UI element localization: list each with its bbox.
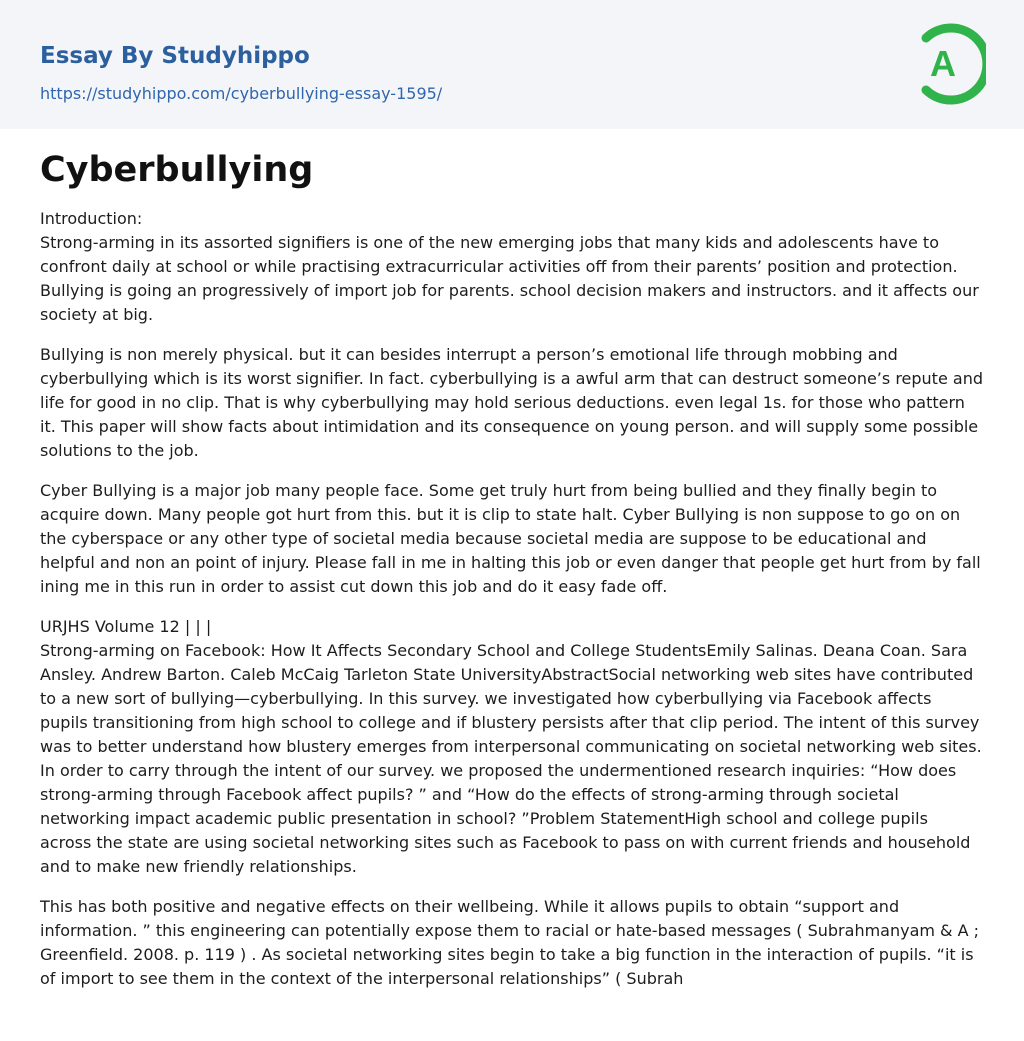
paragraph-5: This has both positive and negative effects on their wellbeing. While it allows pupils to obtain “support and information. ” this engineering can potentially expose them to racial or hate-based messages ( Subrahmanyam & A ; Greenfield. 2008. p. 119 ) . As societal networking sites begin to take a big function in the interaction of pupils. “it is of import to see them in the context of the interpersonal relationships” ( Subrah bbox=[40, 897, 980, 988]
paragraph-label: Introduction: bbox=[40, 209, 143, 228]
paragraph-introduction bbox=[40, 207, 984, 327]
paragraph-text: Strong-arming in its assorted signifiers is one of the new emerging jobs that many kids and adolescents have to confront daily at school or while practising extracurricular activities off from their parents’ position and protection. Bullying is going an progressively of import job for parents. school decision makers and instructors. and it affects our society at big. bbox=[40, 233, 979, 324]
paragraph-4 bbox=[40, 615, 984, 879]
logo-letter: A bbox=[930, 43, 956, 84]
site-header bbox=[0, 0, 1024, 129]
essay-content bbox=[0, 129, 1024, 991]
paragraph-2: Bullying is non merely physical. but it can besides interrupt a person’s emotional life through mobbing and cyberbullying which is its worst signifier. In fact. cyberbullying is a awful arm that can destruct someone’s repute and life for good in no clip. That is why cyberbullying may hold serious deductions. even legal 1s. for those who pattern it. This paper will show facts about intimidation and its consequence on young person. and will supply some possible solutions to the job. bbox=[40, 345, 983, 460]
source-url-link[interactable]: https://studyhippo.com/cyberbullying-essay-1595/ bbox=[40, 84, 443, 103]
paragraph-label: URJHS Volume 12 | | | bbox=[40, 617, 212, 636]
site-brand[interactable]: Essay By Studyhippo bbox=[40, 43, 310, 69]
paragraph-3: Cyber Bullying is a major job many people face. Some get truly hurt from being bullied and they finally begin to acquire down. Many people got hurt from this. but it is clip to state halt. Cyber Bullying is non suppose to go on on the cyberspace or any other type of societal media because societal media are suppose to be educational and helpful and non an point of injury. Please fall in me in halting this job or even danger that people get hurt from by fall ining me in this run in order to assist cut down this job and do it easy fade off. bbox=[40, 481, 981, 596]
page-title: Cyberbullying bbox=[40, 150, 314, 190]
studyhippo-logo-icon[interactable] bbox=[916, 18, 986, 106]
paragraph-text: Strong-arming on Facebook: How It Affects Secondary School and College StudentsEmily Salinas. Deana Coan. Sara Ansley. Andrew Barton. Caleb McCaig Tarleton State UniversityAbstractSocial networking web sites have contributed to a new sort of bullying—cyberbullying. In this survey. we investigated how cyberbullying via Facebook affects pupils transitioning from high school to college and if blustery persists after that clip period. The intent of this survey was to better understand how blustery emerges from interpersonal communicating on societal networking web sites. In order to carry through the intent of our survey. we proposed the undermentioned research inquiries: “How does strong-arming through Facebook affect pupils? ” and “How do the effects of strong-arming through societal networking impact academic public presentation in school? ”Problem StatementHigh school and college pupils across the state are using societal networking sites such as Facebook to pass on with current friends and household and to make new friendly relationships. bbox=[40, 641, 982, 876]
